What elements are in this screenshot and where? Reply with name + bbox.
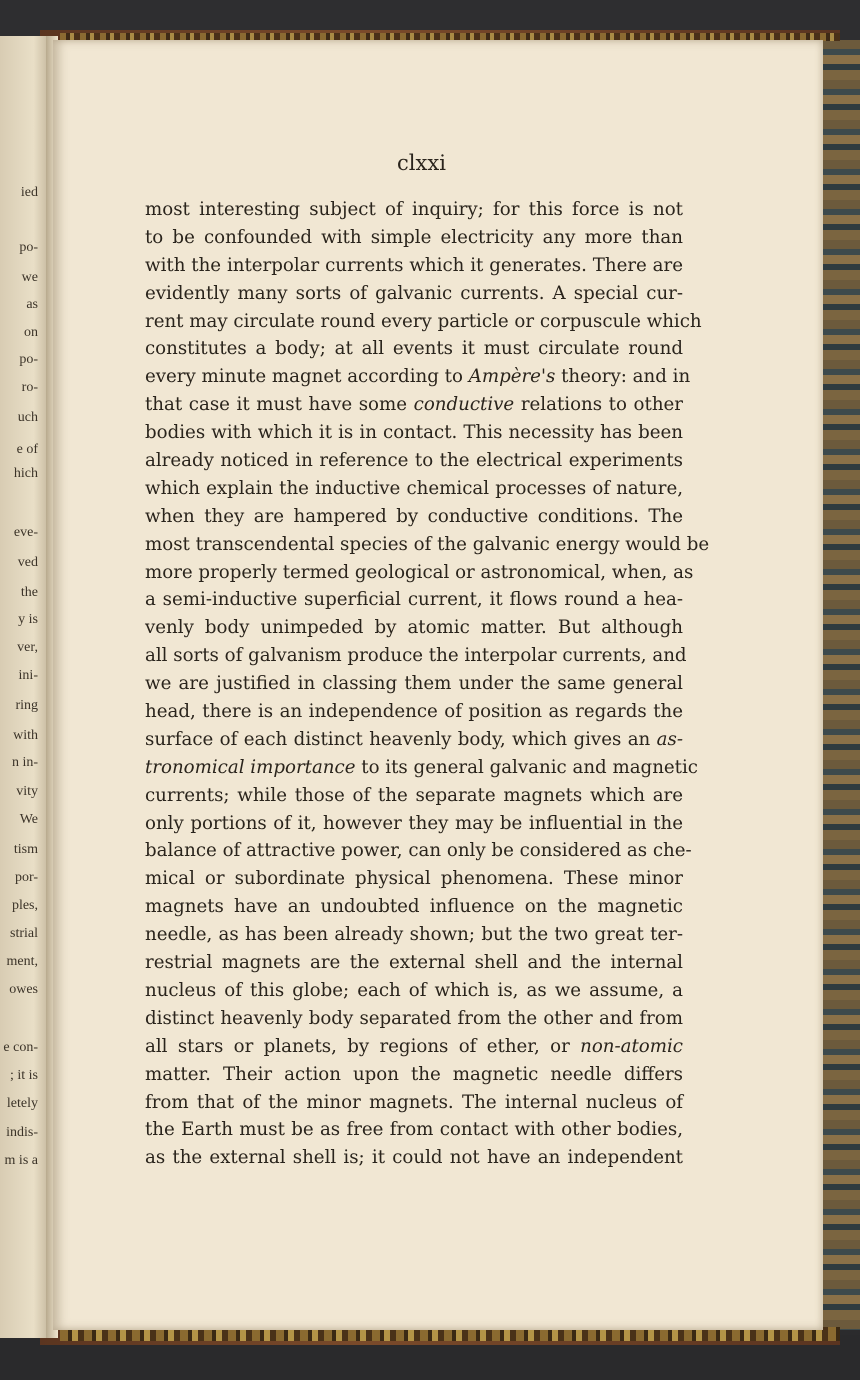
text-run: bodies with which it is in contact. This necessity has been: [145, 422, 683, 444]
text-line: [145, 531, 710, 559]
left-page-fragment: po-: [19, 352, 38, 367]
page-number: clxxi: [397, 151, 446, 175]
text-line: [145, 419, 683, 447]
text-run: theory: and in: [555, 366, 691, 388]
left-page-fragment: ini-: [18, 668, 38, 683]
left-page-fragment: ved: [17, 555, 38, 570]
left-page-fragment: ples,: [11, 898, 38, 913]
left-page-fragment: vity: [16, 784, 38, 799]
text-run: distinct heavenly body separated from the other and from: [145, 1007, 683, 1029]
left-page-fragment: with: [13, 728, 38, 743]
text-line: [145, 1116, 683, 1144]
text-run: restrial magnets are the external shell and the internal: [145, 952, 683, 974]
text-line: [145, 977, 683, 1005]
text-line: [145, 252, 683, 280]
text-line: [145, 726, 683, 754]
italic-run: as-: [656, 728, 683, 750]
text-line: [145, 1061, 683, 1089]
text-line: [145, 308, 702, 336]
text-line: [145, 475, 683, 503]
text-line: [145, 503, 683, 531]
text-line: [145, 363, 691, 391]
left-page-fragment: por-: [14, 870, 38, 885]
text-line: [145, 642, 687, 670]
text-run: every minute magnet according to: [145, 366, 469, 388]
text-line: [145, 698, 683, 726]
left-page-fragment: hich: [13, 466, 38, 481]
text-run: venly body unimpeded by atomic matter. But although: [145, 617, 683, 639]
left-page-fragment: owes: [9, 982, 38, 997]
text-run: relations to other: [514, 394, 683, 416]
text-line: [145, 1033, 683, 1061]
text-line: [145, 447, 683, 475]
text-line: [145, 782, 683, 810]
text-run: only portions of it, however they may be influential in the: [145, 812, 683, 834]
text-run: currents; while those of the separate magnets which are: [145, 784, 683, 806]
text-run: most transcendental species of the galvanic energy would be: [145, 533, 710, 555]
left-page-fragment: ver,: [17, 640, 38, 655]
italic-run: tronomical importance: [145, 756, 356, 778]
text-line: [145, 837, 692, 865]
text-line: [145, 1144, 683, 1172]
text-run: more properly termed geological or astronomical, when, as: [145, 561, 694, 583]
left-page-fragment: letely: [6, 1096, 38, 1111]
text-run: the Earth must be as free from contact with other bodies,: [145, 1119, 683, 1141]
italic-run: conductive: [413, 394, 515, 416]
text-run: all stars or planets, by regions of ether, or: [145, 1035, 581, 1057]
left-page-fragment: e con-: [3, 1040, 38, 1055]
italic-run: Ampère's: [468, 366, 556, 388]
text-line: [145, 949, 683, 977]
text-line: [145, 754, 698, 782]
text-line: [145, 614, 683, 642]
text-run: rent may circulate round every particle or corpuscule which: [145, 310, 702, 332]
left-page-fragment: ro-: [21, 380, 38, 395]
text-run: to be confounded with simple electricity any more than: [145, 226, 683, 248]
left-page-fragment: the: [20, 585, 38, 600]
text-run: from that of the minor magnets. The internal nucleus of: [145, 1091, 683, 1113]
text-line: [145, 670, 683, 698]
left-page-fragment: tism: [13, 842, 38, 857]
text-run: we are justified in classing them under the same general: [145, 673, 683, 695]
marbled-page-edge: [820, 40, 860, 1330]
italic-run: non-atomic: [580, 1035, 683, 1057]
left-page-fragment: ied: [20, 185, 38, 200]
left-page-fragment: ring: [15, 698, 38, 713]
text-run: magnets have an undoubted influence on the magnetic: [145, 896, 683, 918]
left-page-fragment: po-: [19, 240, 38, 255]
left-page-fragment: strial: [10, 926, 38, 941]
left-page-fragment: m is a: [4, 1153, 38, 1168]
text-run: most interesting subject of inquiry; for this force is not: [145, 199, 683, 220]
left-page-fragment: as: [26, 297, 38, 312]
text-run: evidently many sorts of galvanic currents. A special cur-: [145, 282, 683, 304]
text-line: [145, 586, 683, 614]
text-run: balance of attractive power, can only be considered as che-: [145, 840, 692, 862]
left-page-fragment: ; it is: [9, 1068, 38, 1083]
text-run: to its general galvanic and magnetic: [355, 756, 698, 778]
left-page-fragment: y is: [18, 612, 38, 627]
text-run: matter. Their action upon the magnetic needle differs: [145, 1063, 683, 1085]
text-line: [145, 196, 683, 224]
text-line: [145, 280, 683, 308]
text-line: [145, 893, 683, 921]
text-run: with the interpolar currents which it generates. There are: [145, 254, 683, 276]
left-page-fragment: on: [24, 325, 38, 340]
left-page-fragment: eve-: [13, 525, 38, 540]
left-page-fragment: e of: [16, 442, 38, 457]
text-run: which explain the inductive chemical processes of nature,: [145, 477, 683, 499]
text-line: [145, 559, 694, 587]
text-run: as the external shell is; it could not have an independent: [145, 1147, 683, 1169]
left-page-text-fragments: [0, 36, 48, 1338]
left-page-fragment: we: [21, 270, 38, 285]
text-line: [145, 391, 683, 419]
text-line: [145, 224, 683, 252]
body-text: [145, 196, 710, 1172]
left-page-fragment: We: [19, 812, 38, 827]
text-run: a semi-inductive superficial current, it flows round a hea-: [145, 589, 683, 611]
text-run: surface of each distinct heavenly body, which gives an: [145, 728, 657, 750]
text-run: constitutes a body; at all events it must circulate round: [145, 338, 683, 360]
text-line: [145, 1089, 683, 1117]
text-line: [145, 865, 683, 893]
text-run: needle, as has been already shown; but the two great ter-: [145, 924, 683, 946]
text-run: when they are hampered by conductive conditions. The: [145, 505, 683, 527]
text-line: [145, 810, 683, 838]
text-run: that case it must have some: [145, 394, 414, 416]
text-run: all sorts of galvanism produce the interpolar currents, and: [145, 645, 687, 667]
text-run: mical or subordinate physical phenomena. These minor: [145, 868, 683, 890]
left-page-fragment: n in-: [11, 755, 38, 770]
text-line: [145, 335, 683, 363]
text-run: already noticed in reference to the electrical experiments: [145, 450, 683, 472]
text-line: [145, 1005, 683, 1033]
text-line: [145, 921, 683, 949]
left-page-fragment: indis-: [6, 1125, 38, 1140]
text-run: head, there is an independence of position as regards the: [145, 701, 683, 723]
left-page-fragment: ment,: [6, 954, 38, 969]
text-run: nucleus of this globe; each of which is, as we assume, a: [145, 979, 683, 1001]
left-page-edge: [0, 36, 48, 1338]
left-page-fragment: uch: [17, 410, 38, 425]
